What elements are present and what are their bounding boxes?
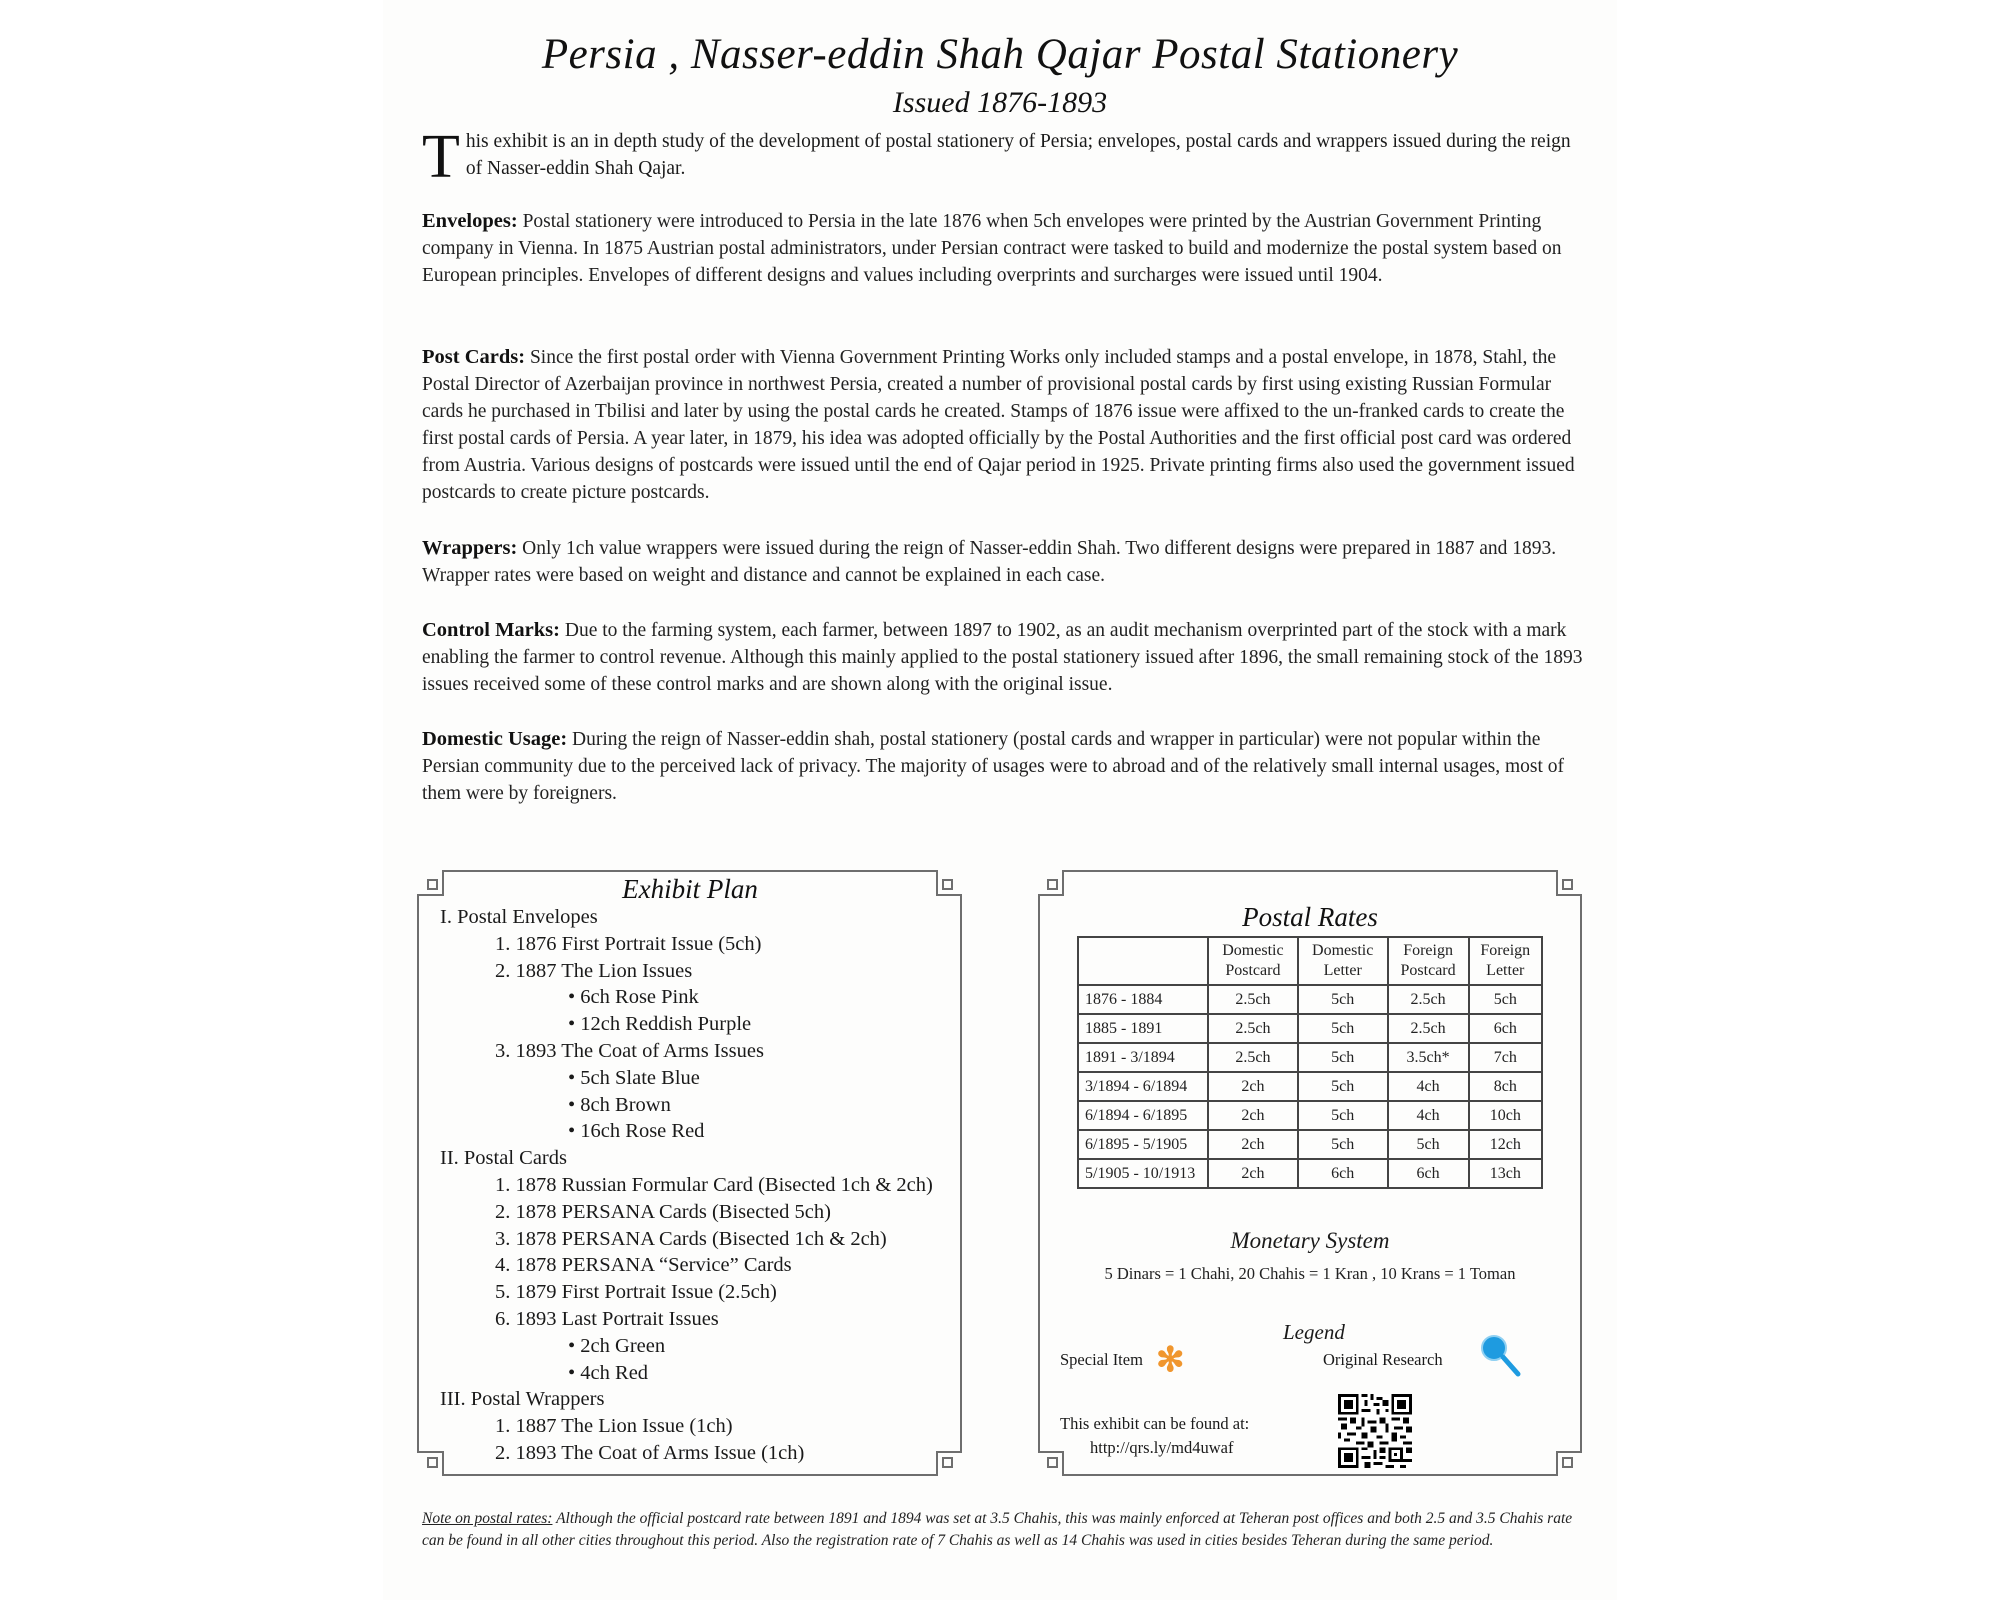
section-domestic-usage xyxy=(422,726,1594,807)
monetary-system-text: 5 Dinars = 1 Chahi, 20 Chahis = 1 Kran , 10 Krans = 1 Toman xyxy=(1104,1264,1516,1283)
period-cell: 5/1905 - 10/1913 xyxy=(1078,1159,1208,1188)
plan-item: 5. 1879 First Portrait Issue (2.5ch) xyxy=(495,1281,777,1304)
intro-paragraph xyxy=(422,123,1572,191)
section-text: Only 1ch value wrappers were issued during the reign of Nasser-eddin Shah. Two different designs were prepared in 1887 and 1893. Wrapper rates were based on weight and distance and cannot be explained in each case. xyxy=(422,538,1557,586)
period-cell: 6/1895 - 5/1905 xyxy=(1078,1130,1208,1159)
footnote-text: Although the official postcard rate between 1891 and 1894 was set at 3.5 Chahis, this was mainly enforced at Teheran post offices and both 2.5 and 3.5 Chahis rate can be found in all other cities throughout this period. Also the registration rate of 7 Chahis as well as 14 Chahis was used in cities besides Teheran during the same period. xyxy=(422,1510,1573,1549)
table-row xyxy=(1078,1101,1542,1130)
rate-cell: 5ch xyxy=(1298,1043,1388,1072)
period-cell: 6/1894 - 6/1895 xyxy=(1078,1101,1208,1130)
plan-item: II. Postal Cards xyxy=(440,1147,567,1170)
rate-cell: 2.5ch xyxy=(1208,985,1298,1014)
plan-item: I. Postal Envelopes xyxy=(440,906,598,928)
column-header-line: Domestic xyxy=(1222,942,1284,959)
rate-cell: 6ch xyxy=(1298,1159,1388,1188)
postal-rates-title: Postal Rates xyxy=(1242,902,1378,932)
rate-cell: 5ch xyxy=(1469,985,1542,1014)
column-header-line: Foreign xyxy=(1403,942,1453,959)
plan-item: 2. 1887 The Lion Issues xyxy=(495,959,693,982)
section-text: Since the first postal order with Vienna Government Printing Works only included stamps and a postal envelope, in 1878, Stahl, the Postal Director of Azerbaijan province in northwest Persia, created a number of provisional postal cards by first using existing Russian Formular cards he purchased in Tbilisi and later by using the postal cards he created. Stamps of 1876 issue were affixed to the un-franked cards to create the first postal cards of Persia. A year later, in 1879, his idea was adopted officially by the Postal Authorities and the first official post card was ordered from Austria. Various designs of postcards were issued until the end of Qajar period in 1925. Private printing firms also used the government issued postcards to create picture postcards. xyxy=(422,347,1575,503)
rate-cell: 2ch xyxy=(1208,1159,1298,1188)
table-row xyxy=(1078,1130,1542,1159)
rate-cell: 13ch xyxy=(1469,1159,1542,1188)
exhibit-plan-list xyxy=(440,904,933,1467)
plan-item: 3. 1893 The Coat of Arms Issues xyxy=(495,1039,764,1062)
rate-cell: 6ch xyxy=(1469,1014,1542,1043)
plan-item: 4. 1878 PERSANA “Service” Cards xyxy=(495,1254,792,1277)
footnote xyxy=(422,1508,1582,1552)
column-header xyxy=(1208,937,1298,985)
plan-item: 6. 1893 Last Portrait Issues xyxy=(495,1307,719,1330)
plan-item: • 4ch Red xyxy=(568,1361,649,1384)
column-header xyxy=(1078,937,1208,985)
rate-cell: 4ch xyxy=(1388,1101,1469,1130)
page-subtitle: Issued 1876-1893 xyxy=(892,86,1108,119)
plan-item: • 5ch Slate Blue xyxy=(568,1066,700,1089)
intro-text: his exhibit is an in depth study of the development of postal stationery of Persia; envelopes, postal cards and wrappers issued during the reign of Nasser-eddin Shah Qajar. xyxy=(465,131,1571,179)
plan-item: • 2ch Green xyxy=(568,1334,666,1357)
rate-cell: 5ch xyxy=(1298,1130,1388,1159)
rate-cell: 6ch xyxy=(1388,1159,1469,1188)
rate-cell: 4ch xyxy=(1388,1072,1469,1101)
plan-item: • 6ch Rose Pink xyxy=(568,986,699,1009)
exhibit-link-url[interactable]: http://qrs.ly/md4uwaf xyxy=(1090,1438,1234,1457)
rate-cell: 7ch xyxy=(1469,1043,1542,1072)
rate-cell: 2ch xyxy=(1208,1072,1298,1101)
section-text: Due to the farming system, each farmer, between 1897 to 1902, as an audit mechanism overprinted part of the stock with a mark enabling the farmer to control revenue. Although this mainly applied to the postal stationery issued after 1896, the small remaining stock of the 1893 issues received some of these control marks and are shown along with the original issue. xyxy=(422,620,1583,695)
plan-item: 2. 1878 PERSANA Cards (Bisected 5ch) xyxy=(495,1200,831,1223)
section-heading: Control Marks: xyxy=(422,619,560,641)
page-title: Persia , Nasser-eddin Shah Qajar Postal Stationery xyxy=(541,31,1459,78)
rate-cell: 8ch xyxy=(1469,1072,1542,1101)
table-row xyxy=(1078,1043,1542,1072)
column-header xyxy=(1298,937,1388,985)
table-row xyxy=(1078,985,1542,1014)
section-heading: Envelopes: xyxy=(422,210,518,232)
plan-item: • 12ch Reddish Purple xyxy=(568,1013,752,1036)
plan-item: 1. 1876 First Portrait Issue (5ch) xyxy=(495,932,762,955)
table-row xyxy=(1078,1014,1542,1043)
period-cell: 1885 - 1891 xyxy=(1078,1014,1208,1043)
plan-item: 3. 1878 PERSANA Cards (Bisected 1ch & 2ch) xyxy=(495,1227,887,1250)
rate-cell: 2.5ch xyxy=(1208,1014,1298,1043)
rate-cell: 5ch xyxy=(1298,1072,1388,1101)
section-text: During the reign of Nasser-eddin shah, postal stationery (postal cards and wrapper in particular) were not popular within the Persian community due to the perceived lack of privacy. The majority of usages were to abroad and of the relatively small internal usages, most of them were by foreigners. xyxy=(422,729,1565,804)
column-header-line: Postcard xyxy=(1225,962,1281,979)
postal-rates-table xyxy=(1077,936,1543,1189)
rate-cell: 3.5ch* xyxy=(1388,1043,1469,1072)
section-heading: Domestic Usage: xyxy=(422,728,568,750)
period-cell: 1876 - 1884 xyxy=(1078,985,1208,1014)
section-heading: Wrappers: xyxy=(422,537,518,559)
drop-cap: T xyxy=(422,123,460,191)
section-post-cards xyxy=(422,344,1594,506)
plan-item: III. Postal Wrappers xyxy=(440,1388,605,1411)
column-header xyxy=(1388,937,1469,985)
rate-cell: 5ch xyxy=(1298,1101,1388,1130)
column-header-line: Foreign xyxy=(1480,942,1531,959)
exhibit-link-label: This exhibit can be found at: xyxy=(1060,1414,1250,1433)
table-row xyxy=(1078,1159,1542,1188)
exhibit-plan-box xyxy=(410,860,970,1485)
legend-original-research-label: Original Research xyxy=(1323,1350,1443,1369)
plan-item: • 16ch Rose Red xyxy=(568,1120,705,1143)
rate-cell: 5ch xyxy=(1298,985,1388,1014)
legend-special-item-label: Special Item xyxy=(1060,1350,1143,1369)
plan-item: 1. 1878 Russian Formular Card (Bisected 1ch & 2ch) xyxy=(495,1173,933,1196)
monetary-system-title: Monetary System xyxy=(1230,1228,1390,1253)
exhibit-plan-title: Exhibit Plan xyxy=(622,874,758,904)
rate-cell: 2ch xyxy=(1208,1101,1298,1130)
column-header-line: Letter xyxy=(1323,962,1362,979)
section-control-marks xyxy=(422,617,1594,698)
rate-cell: 2.5ch xyxy=(1388,985,1469,1014)
asterisk-icon: ✻ xyxy=(1156,1342,1185,1379)
period-cell: 1891 - 3/1894 xyxy=(1078,1043,1208,1072)
plan-item: • 8ch Brown xyxy=(568,1093,671,1116)
plan-item: 1. 1887 The Lion Issue (1ch) xyxy=(495,1415,733,1438)
rate-cell: 2.5ch xyxy=(1388,1014,1469,1043)
rate-cell: 2ch xyxy=(1208,1130,1298,1159)
table-row xyxy=(1078,1072,1542,1101)
column-header xyxy=(1469,937,1542,985)
table-header-row xyxy=(1078,937,1542,985)
rate-cell: 10ch xyxy=(1469,1101,1542,1130)
plan-item: 2. 1893 The Coat of Arms Issue (1ch) xyxy=(495,1441,805,1464)
period-cell: 3/1894 - 6/1894 xyxy=(1078,1072,1208,1101)
column-header-line: Domestic xyxy=(1312,942,1374,959)
footnote-label: Note on postal rates: xyxy=(422,1510,553,1527)
section-envelopes xyxy=(422,208,1594,289)
rate-cell: 5ch xyxy=(1388,1130,1469,1159)
rate-cell: 12ch xyxy=(1469,1130,1542,1159)
section-text: Postal stationery were introduced to Persia in the late 1876 when 5ch envelopes were printed by the Austrian Government Printing company in Vienna. In 1875 Austrian postal administrators, under Persian contract were tasked to build and modernize the postal system based on European principles. Envelopes of different designs and values including overprints and surcharges were issued until 1904. xyxy=(422,211,1562,286)
section-wrappers xyxy=(422,535,1594,589)
column-header-line: Postcard xyxy=(1400,962,1456,979)
postal-rates-box xyxy=(1038,860,1598,1485)
exhibit-link-block xyxy=(1060,1412,1249,1460)
rate-cell: 5ch xyxy=(1298,1014,1388,1043)
legend-title: Legend xyxy=(1283,1320,1345,1344)
rate-cell: 2.5ch xyxy=(1208,1043,1298,1072)
column-header-line: Letter xyxy=(1486,962,1525,979)
section-heading: Post Cards: xyxy=(422,346,526,368)
